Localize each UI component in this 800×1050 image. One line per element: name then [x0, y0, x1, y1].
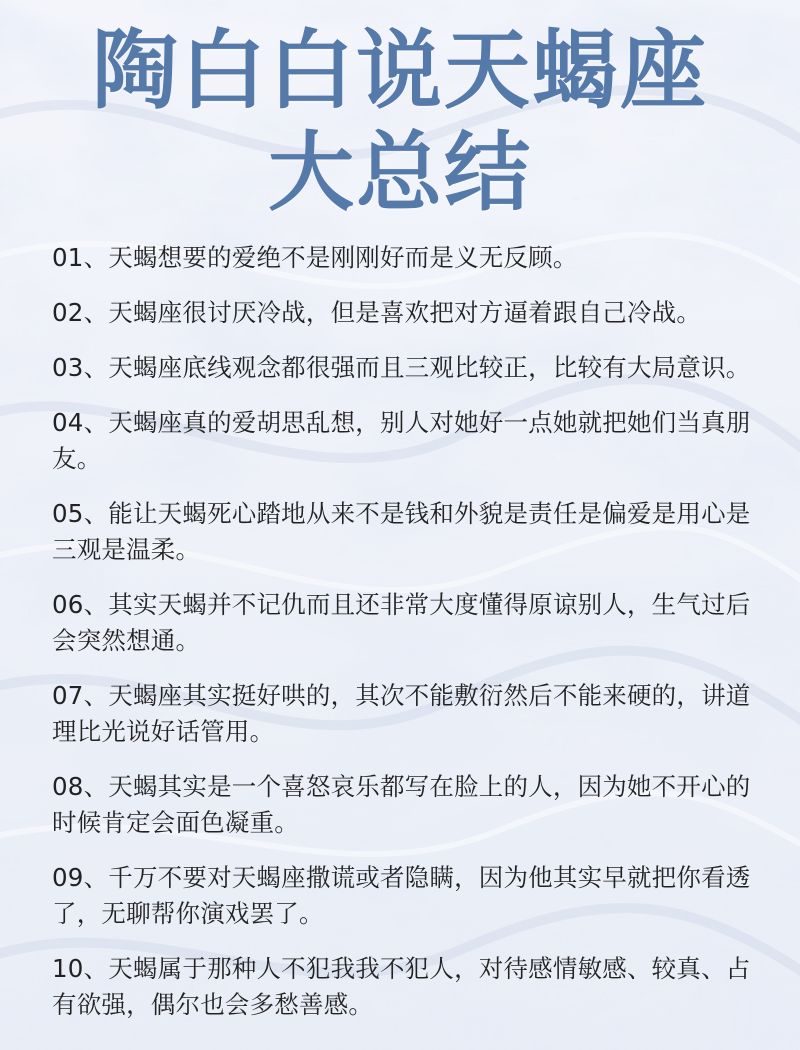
- item-number: 10: [52, 954, 84, 983]
- item-number: 07: [52, 681, 84, 710]
- list-item: [52, 587, 752, 659]
- item-separator: 、: [83, 353, 109, 382]
- item-number: 05: [52, 499, 84, 528]
- item-text: 天蝎座底线观念都很强而且三观比较正，比较有大局意识。: [108, 353, 751, 382]
- item-text: 天蝎其实是一个喜怒哀乐都写在脸上的人，因为她不开心的时候肯定会面色凝重。: [52, 772, 751, 837]
- item-text: 能让天蝎死心踏地从来不是钱和外貌是责任是偏爱是用心是三观是温柔。: [52, 499, 751, 564]
- item-number: 04: [52, 408, 84, 437]
- item-separator: 、: [83, 298, 109, 327]
- item-number: 02: [52, 298, 84, 327]
- list-item: [52, 240, 752, 276]
- item-separator: 、: [83, 863, 109, 892]
- item-separator: 、: [83, 243, 109, 272]
- item-number: 09: [52, 863, 84, 892]
- item-text: 其实天蝎并不记仇而且还非常大度懂得原谅别人，生气过后会突然想通。: [52, 590, 751, 655]
- item-text: 天蝎座其实挺好哄的，其次不能敷衍然后不能来硬的，讲道理比光说好话管用。: [52, 681, 751, 746]
- item-separator: 、: [83, 681, 109, 710]
- page-subtitle: 大总结: [268, 123, 532, 223]
- item-text: 天蝎想要的爱绝不是刚刚好而是义无反顾。: [108, 243, 578, 272]
- item-text: 天蝎座很讨厌冷战，但是喜欢把对方逼着跟自己冷战。: [108, 298, 702, 327]
- item-number: 08: [52, 772, 84, 801]
- item-text: 千万不要对天蝎座撒谎或者隐瞒，因为他其实早就把你看透了，无聊帮你演戏罢了。: [52, 863, 751, 928]
- list-item: [52, 295, 752, 331]
- list-item: [52, 350, 752, 386]
- list-item: [52, 405, 752, 477]
- item-separator: 、: [83, 954, 109, 983]
- item-number: 01: [52, 243, 84, 272]
- item-number: 06: [52, 590, 84, 619]
- item-text: 天蝎座真的爱胡思乱想，别人对她好一点她就把她们当真朋友。: [52, 408, 751, 473]
- item-text: 天蝎属于那种人不犯我我不犯人，对待感情敏感、较真、占有欲强，偶尔也会多愁善感。: [52, 954, 751, 1019]
- item-separator: 、: [83, 772, 109, 801]
- item-separator: 、: [83, 590, 109, 619]
- list-item: [52, 769, 752, 841]
- list-item: [52, 951, 752, 1023]
- item-separator: 、: [83, 499, 109, 528]
- item-separator: 、: [83, 408, 109, 437]
- list-item: [52, 496, 752, 568]
- list-item: [52, 860, 752, 932]
- item-number: 03: [52, 353, 84, 382]
- list-item: [52, 678, 752, 750]
- page-title: 陶白白说天蝎座: [92, 21, 708, 121]
- tips-list: [52, 240, 752, 1023]
